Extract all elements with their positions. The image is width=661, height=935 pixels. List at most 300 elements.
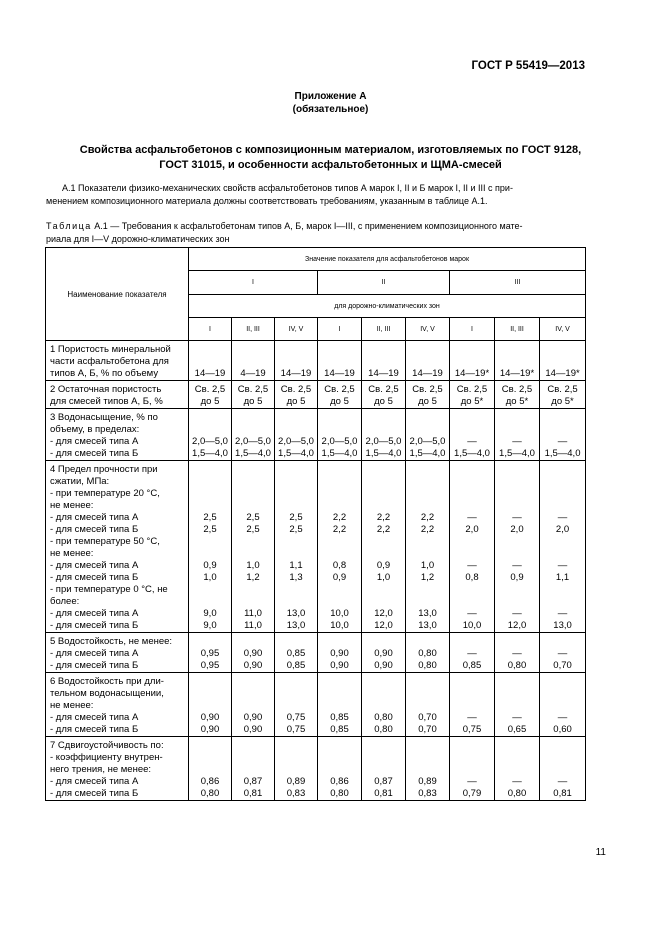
value-cell [232,673,275,737]
value-cell [232,461,275,633]
spacer [318,412,361,424]
value-line [540,548,585,560]
value-line: 0,87 [243,776,263,787]
table-row [46,673,586,737]
spacer [495,424,539,436]
value-line [450,584,494,596]
value-line: 2,5 [203,512,217,523]
value-line [495,548,539,560]
value-cell [318,673,362,737]
value-line: 0,90 [200,712,220,723]
value-cell [540,633,586,673]
spacer [540,464,585,476]
value-cell [275,341,318,381]
value-cell [540,341,586,381]
value-line: до 5* [505,396,529,407]
spacer [450,464,494,476]
value-line: 0,90 [243,648,263,659]
spacer [232,636,274,648]
value-line [275,548,317,560]
zone-label: II, III [362,318,406,341]
page-number: 11 [595,847,606,858]
spacer [275,676,317,688]
value-cell [406,633,450,673]
caption-prefix: Таблица [46,221,92,231]
value-line: 0,75 [462,724,482,735]
row-name-line: 6 Водостойкость при дли- [50,676,164,687]
spacer [189,636,231,648]
value-line: — [467,512,477,523]
header-row [46,248,586,271]
zone-label: I [318,318,362,341]
value-line: 0,80 [200,788,220,799]
spacer [232,764,274,776]
spacer [540,764,585,776]
value-cell [189,381,232,409]
spacer [232,424,274,436]
spacer [275,356,317,368]
value-cell [450,737,495,801]
value-cell [189,461,232,633]
value-cell [362,673,406,737]
requirements-table-wrap [45,247,585,801]
spacer [450,636,494,648]
value-line: 14—19 [368,368,399,379]
spacer [495,488,539,500]
spacer [495,700,539,712]
value-line: 0,95 [200,660,220,671]
spacer [495,412,539,424]
zone-label: II, III [232,318,275,341]
spacer [318,700,361,712]
value-line: Св. 2,5 [194,384,226,395]
spacer [406,344,449,356]
row-name-line: 4 Предел прочности при [50,464,158,475]
value-line: 12,0 [374,608,393,619]
value-line: 1,1 [555,572,570,583]
value-line: — [557,712,568,723]
value-line: до 5 [200,396,220,407]
value-line [232,596,274,608]
row-name-line: - для смесей типа А [50,648,139,659]
value-cell [232,381,275,409]
row-name [46,409,189,461]
spacer [318,464,361,476]
value-line: 0,90 [330,660,349,671]
row-name-line: тельном водонасыщении, [50,688,164,699]
value-line: 1,0 [376,572,391,583]
value-line: 0,90 [200,724,220,735]
spacer [318,764,361,776]
value-line: 13,0 [286,620,306,631]
value-line: 2,5 [203,524,217,535]
value-line: 0,81 [553,788,572,799]
value-line: до 5* [551,396,574,407]
spacer [495,464,539,476]
spacer [362,636,405,648]
row-name-line: - для смесей типа А [50,560,139,571]
value-line [450,536,494,548]
spacer [189,464,231,476]
row-name-line: - для смесей типа Б [50,620,139,631]
spacer [495,636,539,648]
spacer [406,356,449,368]
value-line: — [512,512,522,523]
value-line: — [557,648,568,659]
spacer [189,752,231,764]
value-line [450,596,494,608]
value-line: 9,0 [203,608,217,619]
spacer [362,412,405,424]
value-line: 2,0—5,0 [235,436,271,447]
value-cell [406,673,450,737]
spacer [450,412,494,424]
value-line [275,536,317,548]
value-line: 1,0 [420,560,435,571]
value-line: 0,80 [418,660,437,671]
value-line: 0,83 [286,788,306,799]
value-line: 0,81 [243,788,263,799]
row-name-line: - для смесей типа Б [50,524,139,535]
value-line: — [467,776,477,787]
value-line: 2,5 [289,512,303,523]
spacer [495,344,539,356]
spacer [232,740,274,752]
value-line [189,548,231,560]
value-cell [406,737,450,801]
value-line [362,548,405,560]
value-line: 14—19 [324,368,355,379]
value-cell [362,461,406,633]
value-line: 2,2 [376,524,391,535]
row-name [46,633,189,673]
value-line: Св. 2,5 [324,384,355,395]
value-line [540,596,585,608]
value-line: 13,0 [418,608,437,619]
spacer [540,500,585,512]
value-line: 2,5 [289,524,303,535]
value-line: 2,5 [246,524,260,535]
value-line: 2,0 [465,524,479,535]
value-cell [189,409,232,461]
spacer [275,344,317,356]
value-cell [540,673,586,737]
table-row [46,341,586,381]
value-line [495,584,539,596]
spacer [406,764,449,776]
spacer [318,752,361,764]
row-name-line: части асфальтобетона для [50,356,169,367]
value-line: Св. 2,5 [547,384,578,395]
spacer [540,676,585,688]
value-line: 0,90 [243,712,263,723]
paragraph-line: менением композиционного материала должны соответствовать требованиям, указанным в таблице А.1. [46,195,488,206]
value-line [318,536,361,548]
row-name-line: - коэффициенту внутрен- [50,752,163,763]
value-line: — [467,648,477,659]
spacer [232,344,274,356]
spacer [189,740,231,752]
value-line: 0,9 [332,572,347,583]
value-line: 0,85 [462,660,482,671]
value-line: Св. 2,5 [412,384,443,395]
value-cell [406,409,450,461]
value-line: 0,80 [418,648,437,659]
table-row [46,633,586,673]
value-cell [450,461,495,633]
spacer [275,424,317,436]
value-line: — [512,436,522,447]
value-line [189,536,231,548]
value-line [232,548,274,560]
value-line: 0,89 [286,776,306,787]
value-line: — [467,436,477,447]
row-name [46,673,189,737]
value-line: 1,5—4,0 [365,448,402,459]
value-cell [495,737,540,801]
spacer [189,344,231,356]
row-name-line: - для смесей типа Б [50,788,139,799]
value-cell [362,633,406,673]
spacer [540,344,585,356]
table-body [46,341,586,801]
value-line: 14—19* [499,368,535,379]
value-line: 14—19 [194,368,226,379]
spacer [540,424,585,436]
caption-line [46,220,616,233]
spacer [450,500,494,512]
row-name-line: - для смесей типа Б [50,448,139,459]
value-line: 1,1 [289,560,303,571]
value-line: 1,5—4,0 [321,448,358,459]
value-cell [318,737,362,801]
row-name-line: 3 Водонасыщение, % по [50,412,158,423]
row-name-line: - для смесей типа Б [50,660,139,671]
value-line [406,536,449,548]
zone-label: IV, V [275,318,318,341]
row-name-line: - для смесей типа А [50,608,139,619]
value-line: — [557,512,568,523]
value-line [232,536,274,548]
value-line: 0,80 [374,712,393,723]
zone-label: IV, V [540,318,586,341]
value-line [362,584,405,596]
paragraph-line: А.1 Показатели физико-механических свойств асфальтобетонов типов А марок I, II и Б марок I, II и III с при- [62,183,513,193]
spacer [275,412,317,424]
row-name [46,461,189,633]
value-cell [318,461,362,633]
value-cell [495,461,540,633]
value-cell [495,341,540,381]
row-name-line: - для смесей типа Б [50,572,139,583]
value-line: Св. 2,5 [368,384,399,395]
spacer [189,500,231,512]
value-cell [275,633,318,673]
value-line: 0,86 [200,776,220,787]
value-cell [406,341,450,381]
spacer [232,476,274,488]
row-name-line: сжатии, МПа: [50,476,110,487]
spacer [450,344,494,356]
spacer [362,764,405,776]
spacer [495,500,539,512]
value-line: 0,90 [330,648,349,659]
value-line: Св. 2,5 [501,384,533,395]
value-cell [495,381,540,409]
value-line: — [557,560,568,571]
grade-header: I [189,271,318,295]
spacer [362,488,405,500]
row-name-line: - для смесей типа А [50,776,139,787]
zone-label: I [189,318,232,341]
value-cell [450,633,495,673]
value-cell [495,409,540,461]
value-line: до 5* [460,396,484,407]
spacer [362,356,405,368]
value-line: 2,2 [332,512,347,523]
value-cell [275,737,318,801]
zone-header: для дорожно-климатических зон [189,295,586,318]
value-line: 13,0 [553,620,572,631]
spacer [232,688,274,700]
value-line: 0,80 [507,660,527,671]
row-name-line: - для смесей типа А [50,436,139,447]
value-line: 2,5 [246,512,260,523]
value-line: — [557,436,568,447]
value-line [318,584,361,596]
value-line: 2,2 [420,524,435,535]
value-line: 0,85 [330,712,349,723]
value-line: 0,83 [418,788,437,799]
spacer [318,476,361,488]
value-line [406,596,449,608]
spacer [362,344,405,356]
spacer [495,356,539,368]
spacer [189,356,231,368]
value-line: 2,0 [555,524,570,535]
row-name-line: - для смесей типа А [50,712,139,723]
row-name-line: 1 Пористость минеральной [50,344,171,355]
spacer [406,412,449,424]
value-cell [275,409,318,461]
value-cell [275,381,318,409]
spacer [318,344,361,356]
value-line [275,596,317,608]
value-line [406,584,449,596]
value-line: 11,0 [244,608,262,619]
spacer [406,752,449,764]
spacer [540,636,585,648]
value-line: Св. 2,5 [456,384,488,395]
value-line: 0,90 [374,660,393,671]
spacer [275,464,317,476]
value-line: 1,5—4,0 [544,448,581,459]
value-line: 2,2 [420,512,435,523]
spacer [189,488,231,500]
value-cell [406,381,450,409]
value-line [450,548,494,560]
value-line: 12,0 [374,620,393,631]
zone-label: I [450,318,495,341]
spacer [275,488,317,500]
value-line: — [467,608,477,619]
value-line: 0,85 [286,648,306,659]
row-name-line: - для смесей типа Б [50,724,139,735]
value-line: 10,0 [330,608,349,619]
appendix-title: Приложение А [294,91,367,102]
value-line: 0,90 [243,660,263,671]
table-caption [46,220,616,245]
spacer [540,356,585,368]
value-line [189,584,231,596]
spacer [232,356,274,368]
spacer [450,764,494,776]
spacer [232,752,274,764]
spacer [318,488,361,500]
row-name-line: - для смесей типа А [50,512,139,523]
value-cell [318,409,362,461]
row-name [46,341,189,381]
value-line: 14—19 [280,368,312,379]
table-row [46,381,586,409]
value-line: 14—19* [454,368,490,379]
spacer [406,424,449,436]
value-line: 0,70 [553,660,572,671]
value-line: 0,95 [200,648,220,659]
value-line: 0,80 [374,724,393,735]
value-line: — [557,776,568,787]
value-cell [189,673,232,737]
value-cell [362,409,406,461]
value-cell [189,633,232,673]
spacer [406,676,449,688]
spacer [495,740,539,752]
value-line: — [512,560,522,571]
value-cell [232,341,275,381]
spacer [275,700,317,712]
spacer [232,464,274,476]
value-line: Св. 2,5 [280,384,312,395]
value-line: 1,2 [420,572,435,583]
spacer [275,752,317,764]
spacer [318,636,361,648]
spacer [275,476,317,488]
value-line: 0,80 [330,788,349,799]
row-name-line: более: [50,596,80,607]
value-cell [275,673,318,737]
column-header-name: Наименование показателя [46,248,189,341]
value-line: — [512,712,522,723]
spacer [450,740,494,752]
value-line: 0,9 [203,560,217,571]
table-row [46,737,586,801]
value-line: — [512,608,522,619]
row-name-line: него трения, не менее: [50,764,152,775]
value-line: 1,5—4,0 [278,448,314,459]
value-line: 0,85 [286,660,306,671]
value-line: 4—19 [240,368,266,379]
row-name-line: 2 Остаточная пористость [50,384,162,395]
value-line [495,536,539,548]
value-line: 1,5—4,0 [454,448,490,459]
spacer [362,740,405,752]
spacer [540,752,585,764]
value-cell [189,341,232,381]
value-line: 11,0 [244,620,262,631]
value-line: — [467,712,477,723]
spacer [318,676,361,688]
value-cell [189,737,232,801]
